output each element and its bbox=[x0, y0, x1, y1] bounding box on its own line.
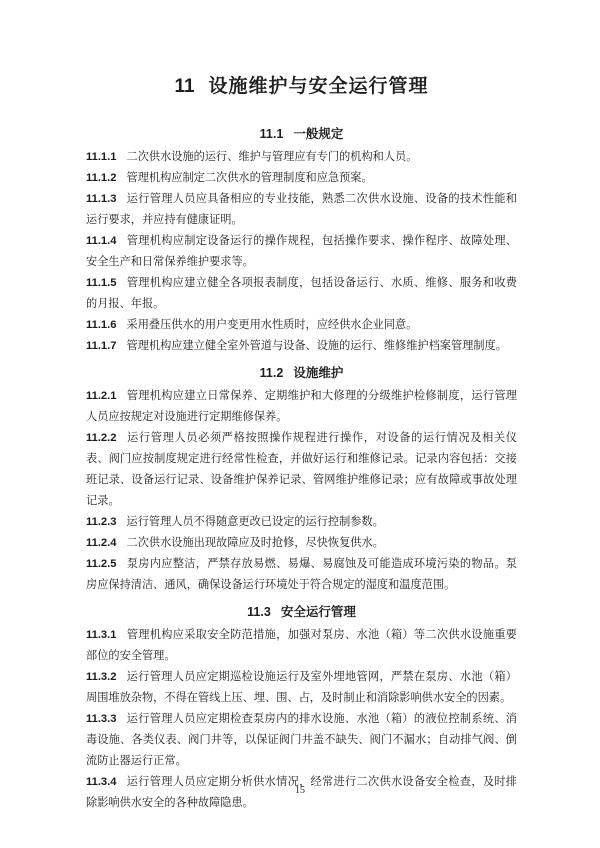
section-title: 安全运行管理 bbox=[280, 605, 356, 619]
section-heading-11-3 bbox=[86, 605, 517, 620]
clause-number: 11.1.4 bbox=[86, 235, 117, 247]
clause-11-2-4 bbox=[86, 533, 517, 554]
clause-number: 11.2.4 bbox=[86, 537, 117, 549]
clause-number: 11.2.5 bbox=[86, 558, 117, 570]
clause-text: 运行管理人员不得随意更改已设定的运行控制参数。 bbox=[126, 516, 384, 528]
clause-number: 11.2.3 bbox=[86, 516, 117, 528]
clause-number: 11.3.3 bbox=[86, 713, 117, 725]
clause-number: 11.2.2 bbox=[86, 432, 117, 444]
clause-number: 11.1.1 bbox=[86, 151, 117, 163]
clause-11-3-3 bbox=[86, 709, 517, 772]
clause-text: 运行管理人员应定期检查泵房内的排水设施、水池（箱）的液位控制系统、消毒设施、各类仪表、阀门井等，以保证阀门井盖不缺失、阀门不漏水；自动排气阀、倒流防止器运行正常。 bbox=[86, 713, 517, 767]
section-title: 一般规定 bbox=[293, 127, 344, 141]
clause-text: 运行管理人员应定期分析供水情况，经常进行二次供水设备安全检查，及时排除影响供水安全的各种故障隐患。 bbox=[86, 776, 517, 809]
clause-11-2-2 bbox=[86, 428, 517, 512]
section-title: 设施维护 bbox=[293, 366, 344, 380]
chapter-title-text: 设施维护与安全运行管理 bbox=[208, 76, 429, 97]
clause-11-2-5 bbox=[86, 554, 517, 596]
clause-number: 11.2.1 bbox=[86, 390, 117, 402]
clause-text: 管理机构应采取安全防范措施，加强对泵房、水池（箱）等二次供水设施重要部位的安全管理。 bbox=[86, 629, 517, 662]
section-number: 11.1 bbox=[259, 127, 284, 141]
clause-11-1-3 bbox=[86, 189, 517, 231]
clause-number: 11.3.1 bbox=[86, 629, 117, 641]
clause-text: 管理机构应建立健全各项报表制度，包括设备运行、水质、维修、服务和收费的月报、年报。 bbox=[86, 277, 517, 310]
clause-11-1-5 bbox=[86, 273, 517, 315]
clause-11-3-2 bbox=[86, 667, 517, 709]
document-content bbox=[86, 0, 517, 814]
clause-text: 管理机构应制定二次供水的管理制度和应急预案。 bbox=[126, 172, 373, 184]
clause-text: 二次供水设施出现故障应及时抢修，尽快恢复供水。 bbox=[126, 537, 384, 549]
clause-text: 管理机构应制定设备运行的操作规程，包括操作要求、操作程序、故障处理、安全生产和日常保养维护要求等。 bbox=[86, 235, 517, 268]
clause-text: 运行管理人员应具备相应的专业技能，熟悉二次供水设施、设备的技术性能和运行要求，并应持有健康证明。 bbox=[86, 193, 517, 226]
section-heading-11-1 bbox=[86, 127, 517, 142]
clause-number: 11.1.6 bbox=[86, 319, 117, 331]
clause-text: 运行管理人员必须严格按照操作规程进行操作，对设备的运行情况及相关仪表、阀门应按制度规定进行经常性检查，并做好运行和维修记录。记录内容包括：交接班记录、设备运行记录、设备维护保养记录、管网维护维修记录；应有故障或事故处理记录。 bbox=[86, 432, 517, 507]
chapter-title bbox=[86, 76, 517, 98]
clause-11-1-6 bbox=[86, 315, 517, 336]
clause-text: 管理机构应建立健全室外管道与设备、设施的运行、维修维护档案管理制度。 bbox=[126, 340, 507, 352]
clause-text: 泵房内应整洁，严禁存放易燃、易爆、易腐蚀及可能造成环境污染的物品。泵房应保持清洁、通风，确保设备运行环境处于符合规定的湿度和温度范围。 bbox=[86, 558, 517, 591]
clause-11-1-4 bbox=[86, 231, 517, 273]
clause-number: 11.1.2 bbox=[86, 172, 117, 184]
section-number: 11.2 bbox=[259, 366, 284, 380]
clause-number: 11.3.2 bbox=[86, 671, 117, 683]
chapter-number: 11 bbox=[174, 76, 195, 97]
clause-number: 11.3.4 bbox=[86, 776, 117, 788]
clause-text: 运行管理人员应定期巡检设施运行及室外埋地管网，严禁在泵房、水池（箱）周围堆放杂物，不得在管线上压、埋、围、占，及时制止和消除影响供水安全的因素。 bbox=[86, 671, 517, 704]
clause-11-2-1 bbox=[86, 386, 517, 428]
clause-11-2-3 bbox=[86, 512, 517, 533]
clause-text: 二次供水设施的运行、维护与管理应有专门的机构和人员。 bbox=[126, 151, 418, 163]
clause-text: 采用叠压供水的用户变更用水性质时，应经供水企业同意。 bbox=[126, 319, 418, 331]
clause-text: 管理机构应建立日常保养、定期维护和大修理的分级维护检修制度，运行管理人员应按规定对设施进行定期维修保养。 bbox=[86, 390, 517, 423]
page-number: 15 bbox=[295, 785, 305, 796]
clause-number: 11.1.3 bbox=[86, 193, 117, 205]
clause-number: 11.1.5 bbox=[86, 277, 117, 289]
section-heading-11-2 bbox=[86, 366, 517, 381]
clause-11-3-1 bbox=[86, 625, 517, 667]
clause-number: 11.1.7 bbox=[86, 340, 117, 352]
section-number: 11.3 bbox=[247, 605, 271, 619]
clause-11-1-1 bbox=[86, 147, 517, 168]
clause-11-1-2 bbox=[86, 168, 517, 189]
clause-11-1-7 bbox=[86, 336, 517, 357]
